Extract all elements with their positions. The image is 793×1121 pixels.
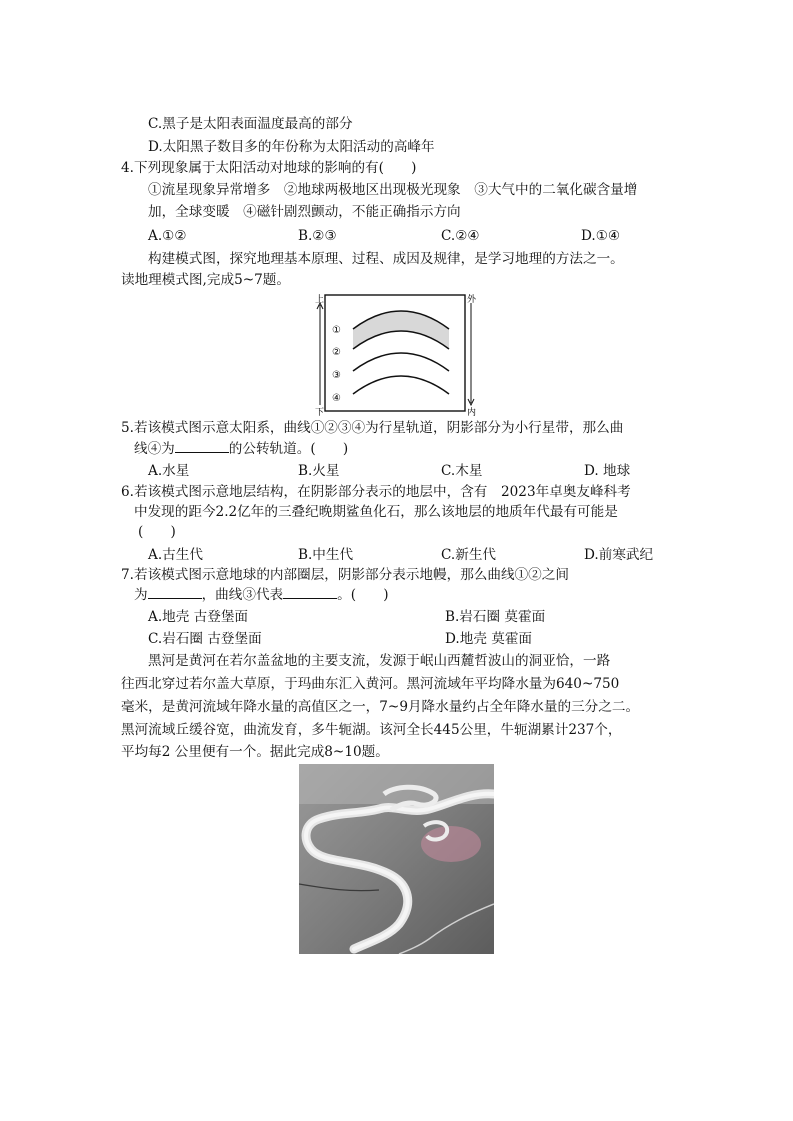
q7-option-c: C.岩石圈 古登堡面 xyxy=(148,631,262,647)
q7-option-b: B.岩石圈 莫霍面 xyxy=(445,609,546,625)
q4-option-b: B.②③ xyxy=(298,228,337,244)
q4-stem: 4.下列现象属于太阳活动对地球的影响的有( ) xyxy=(121,160,417,176)
q6-option-a: A.古生代 xyxy=(148,547,203,563)
q5-option-a: A.水星 xyxy=(148,463,190,479)
curve-label-1: ① xyxy=(332,325,341,336)
q4-option-c: C.②④ xyxy=(441,228,480,244)
curve-label-4: ④ xyxy=(332,393,341,404)
q7-blank-2 xyxy=(283,586,337,599)
passage-line1: 黑河是黄河在若尔盖盆地的主要支流，发源于岷山西麓哲波山的洞亚恰，一路 xyxy=(148,653,611,669)
q3-option-c: C.黑子是太阳表面温度最高的部分 xyxy=(148,116,353,132)
q7-blank-1 xyxy=(148,586,202,599)
model-diagram xyxy=(313,291,483,416)
curve-label-2: ② xyxy=(332,347,341,358)
label-bottom-right: 内 xyxy=(467,408,477,416)
q6-option-d: D.前寒武纪 xyxy=(584,547,654,563)
curve-label-3: ③ xyxy=(332,370,341,381)
passage-line3: 毫米，是黄河流域年降水量的高值区之一，7~9月降水量约占全年降水量的三分之二。 xyxy=(121,699,640,715)
q5-blank xyxy=(175,440,229,453)
q4-option-d: D.①④ xyxy=(581,228,621,244)
label-bottom-left: 下 xyxy=(315,408,325,416)
label-top-right: 外 xyxy=(467,295,477,305)
q4-items-line1: ①流星现象异常增多 ②地球两极地区出现极光现象 ③大气中的二氧化碳含量增 xyxy=(148,182,638,198)
q5-option-d: D. 地球 xyxy=(584,463,631,479)
q4-option-a: A.①② xyxy=(148,228,187,244)
q7-stem-b xyxy=(134,586,389,604)
passage-line4: 黑河流域丘缓谷宽，曲流发育，多牛轭湖。该河全长445公里，牛轭湖累计237个， xyxy=(121,722,622,738)
q5-option-c: C.木星 xyxy=(441,463,483,479)
q7-stem-b3: 。( ) xyxy=(337,587,389,603)
q4-items-line2: 加，全球变暖 ④磁针剧烈颤动，不能正确指示方向 xyxy=(148,204,461,220)
q6-option-b: B.中生代 xyxy=(298,547,354,563)
passage-line5: 平均每2 公里便有一个。据此完成8~10题。 xyxy=(121,744,389,760)
q6-stem-b: 中发现的距今2.2亿年的三叠纪晚期鲨鱼化石，那么该地层的地质年代最有可能是 xyxy=(134,504,618,520)
q6-option-c: C.新生代 xyxy=(441,547,497,563)
q3-option-d: D.太阳黑子数目多的年份称为太阳活动的高峰年 xyxy=(148,139,435,155)
q7-stem-b2: ，曲线③代表 xyxy=(201,587,284,603)
pink-patch xyxy=(421,826,481,862)
q6-stem-a: 6.若该模式图示意地层结构，在阴影部分表示的地层中，含有 2023年卓奥友峰科考 xyxy=(121,484,631,500)
q5-stem-b2: 的公转轨道。( ) xyxy=(228,441,349,457)
q7-stem-b1: 为 xyxy=(134,587,148,603)
q5-stem-b xyxy=(134,440,348,458)
q5-stem-b1: 线④为 xyxy=(134,441,175,457)
q7-option-d: D.地壳 莫霍面 xyxy=(445,631,533,647)
intro-5-7-line2: 读地理模式图,完成5~7题。 xyxy=(121,272,290,288)
intro-5-7-line1: 构建模式图，探究地理基本原理、过程、成因及规律，是学习地理的方法之一。 xyxy=(148,251,624,267)
passage-line2: 往西北穿过若尔盖大草原，于玛曲东汇入黄河。黑河流域年平均降水量为640~750 xyxy=(121,676,620,692)
river-meander-photo xyxy=(299,764,494,954)
q7-option-a: A.地壳 古登堡面 xyxy=(148,609,249,625)
q5-stem-a: 5.若该模式图示意太阳系，曲线①②③④为行星轨道，阴影部分为小行星带，那么曲 xyxy=(121,420,624,436)
q7-stem-a: 7.若该模式图示意地球的内部圈层，阴影部分表示地幔，那么曲线①②之间 xyxy=(121,567,569,583)
q5-option-b: B.火星 xyxy=(298,463,340,479)
q6-stem-c: ( ) xyxy=(138,524,176,540)
label-top-left: 上 xyxy=(315,295,325,305)
